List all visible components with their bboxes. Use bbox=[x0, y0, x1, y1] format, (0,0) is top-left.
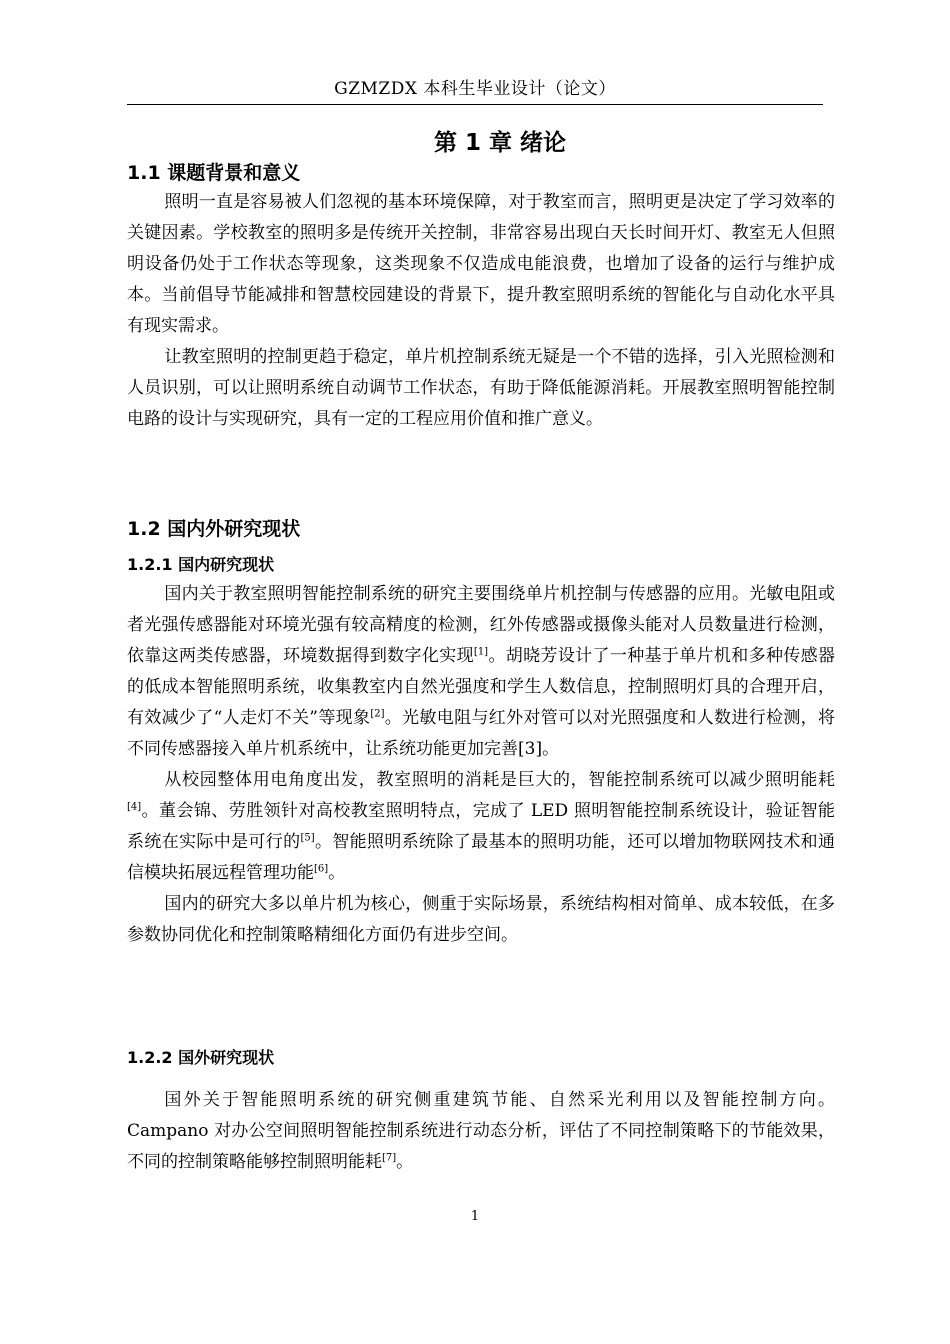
paragraph bbox=[127, 1085, 835, 1178]
paragraph bbox=[127, 765, 835, 889]
citation-4: [4] bbox=[127, 801, 142, 813]
page-number: 1 bbox=[470, 1209, 480, 1224]
citation-1: [1] bbox=[473, 646, 489, 658]
chapter-title: 第 1 章 绪论 bbox=[433, 130, 567, 156]
section-heading-1-2: 1.2 国内外研究现状 bbox=[127, 518, 301, 540]
text-run: 国内关于教室照明智能控制系统的研究主要围绕单片机控制与传感器的应用。光敏电阻或者光强传感器能对环境光强有较高精度的检测，红外传感器或摄像头能对人员数量进行检测，依靠这两类传感器，环境数据得到数字化实现 bbox=[127, 584, 835, 666]
subsection-heading-1-2-1: 1.2.1 国内研究现状 bbox=[127, 555, 275, 574]
paragraph bbox=[127, 579, 835, 765]
text-run: 。 bbox=[328, 863, 346, 883]
paragraph: 国内的研究大多以单片机为核心，侧重于实际场景，系统结构相对简单、成本较低，在多参数协同优化和控制策略精细化方面仍有进步空间。 bbox=[127, 894, 835, 945]
citation-2: [2] bbox=[370, 708, 385, 720]
header-rule bbox=[127, 104, 823, 105]
citation-7: [7] bbox=[382, 1152, 397, 1164]
citation-6: [6] bbox=[314, 863, 329, 875]
section-1-2-1-body bbox=[127, 579, 835, 951]
citation-5: [5] bbox=[300, 832, 315, 844]
paragraph: 让教室照明的控制更趋于稳定，单片机控制系统无疑是一个不错的选择，引入光照检测和人员识别，可以让照明系统自动调节工作状态，有助于降低能源消耗。开展教室照明智能控制电路的设计与实现研究，具有一定的工程应用价值和推广意义。 bbox=[127, 347, 835, 429]
text-run: 。董会锦、劳胜领针对高校教室照明特点，完成了 LED 照明智能控制系统设计，验证智能系统在实际中是可行的 bbox=[127, 801, 835, 852]
text-run: 。智能照明系统除了最基本的照明功能，还可以增加物联网技术和通信模块拓展远程管理功能 bbox=[127, 832, 836, 883]
section-1-1-body bbox=[127, 187, 835, 435]
text-run: 。光敏电阻与红外对管可以对光照强度和人数进行检测，将不同传感器接入单片机系统中，让系统功能更加完善[3]。 bbox=[127, 708, 836, 759]
running-header: GZMZDX 本科生毕业设计（论文） bbox=[334, 79, 616, 99]
text-run: 国外关于智能照明系统的研究侧重建筑节能、自然采光利用以及智能控制方向。Campano 对办公空间照明智能控制系统进行动态分析，评估了不同控制策略下的节能效果，不同的控制策略能够控制照明能耗 bbox=[127, 1090, 835, 1172]
section-heading-1-1: 1.1 课题背景和意义 bbox=[127, 162, 301, 184]
section-1-2-2-body bbox=[127, 1085, 835, 1178]
text-run: 。 bbox=[396, 1152, 414, 1172]
paragraph: 照明一直是容易被人们忽视的基本环境保障，对于教室而言，照明更是决定了学习效率的关键因素。学校教室的照明多是传统开关控制，非常容易出现白天长时间开灯、教室无人但照明设备仍处于工作状态等现象，这类现象不仅造成电能浪费，也增加了设备的运行与维护成本。当前倡导节能减排和智慧校园建设的背景下，提升教室照明系统的智能化与自动化水平具有现实需求。 bbox=[127, 192, 835, 336]
text-run: 从校园整体用电角度出发，教室照明的消耗是巨大的，智能控制系统可以减少照明能耗 bbox=[164, 770, 835, 790]
text-run: 。胡晓芳设计了一种基于单片机和多种传感器的低成本智能照明系统，收集教室内自然光强度和学生人数信息，控制照明灯具的合理开启，有效减少了“人走灯不关”等现象 bbox=[127, 646, 836, 728]
subsection-heading-1-2-2: 1.2.2 国外研究现状 bbox=[127, 1048, 275, 1067]
